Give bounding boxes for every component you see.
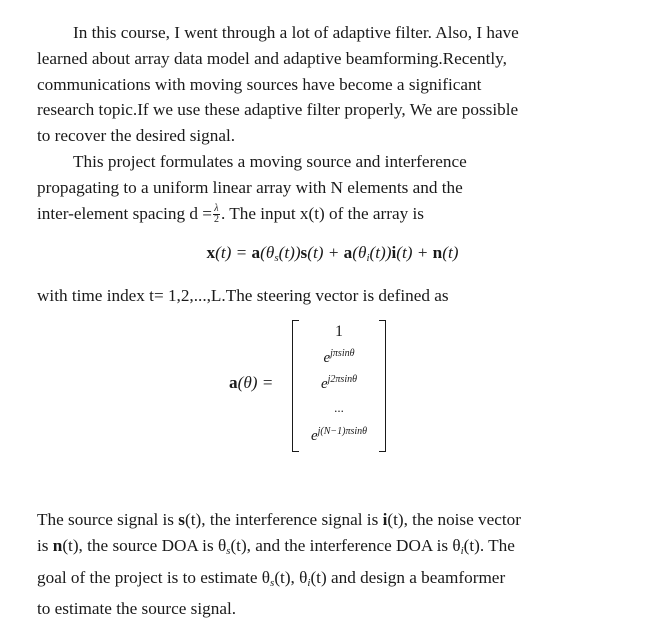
math-subscript: s [226, 544, 231, 557]
steering-vector-lhs [229, 373, 273, 393]
text-fragment: inter-element spacing d = [37, 203, 212, 223]
math-text: (t)) [278, 243, 301, 262]
steering-vector-equation [229, 320, 399, 452]
text-line: In this course, I went through a lot of adaptive filter. Also, I have [73, 23, 519, 42]
spacing-fraction [213, 204, 220, 225]
paragraph-formulation [37, 149, 597, 226]
math-text: (t) + [396, 243, 433, 262]
matrix-entry [295, 426, 383, 445]
math-symbol: i [391, 243, 397, 262]
math-text: (t) = [215, 243, 252, 262]
math-subscript: i [366, 252, 370, 264]
text-line: communications with moving sources have become a significant [37, 74, 482, 94]
math-symbol: i [382, 510, 388, 529]
math-symbol: s [300, 243, 308, 262]
text-line: propagating to a uniform linear array with N elements and the [37, 177, 463, 197]
math-text: (t) [442, 243, 459, 262]
math-text: (t)) [369, 243, 392, 262]
text-fragment: . The input x(t) of the array is [220, 203, 424, 223]
text-line: This project formulates a moving source and interference [73, 152, 467, 171]
entry-exponent: jπsinθ [330, 348, 355, 359]
entry-base: 1 [335, 323, 343, 340]
math-symbol: n [432, 243, 443, 262]
text-fragment: The source signal is [37, 510, 179, 529]
text-fragment: (t). The [463, 535, 515, 555]
matrix-entry [295, 400, 383, 416]
math-symbol: a [251, 243, 261, 262]
math-text: (t) + [307, 243, 344, 262]
math-symbol: s [178, 510, 185, 529]
entry-exponent: j2πsinθ [327, 374, 358, 385]
text-line [37, 507, 597, 533]
math-symbol: a [229, 373, 238, 392]
math-text: (θ [260, 243, 275, 262]
text-fragment: (t) and design a beamformer [310, 567, 506, 587]
matrix-entry [295, 374, 383, 393]
text-line: to estimate the source signal. [37, 599, 237, 619]
text-fragment: (t), θ [274, 567, 308, 587]
paragraph-intro [37, 20, 597, 149]
entry-base: e [323, 350, 331, 366]
entry-base: ... [334, 400, 344, 415]
math-subscript: s [274, 252, 279, 264]
math-subscript: s [270, 576, 275, 589]
fraction-denominator: 2 [213, 214, 219, 226]
text-fragment: (t), the source DOA is θ [62, 535, 227, 555]
paragraph-goal [37, 507, 597, 622]
math-symbol: a [343, 243, 353, 262]
math-subscript: i [307, 576, 311, 589]
text-fragment: (t), and the interference DOA is θ [230, 535, 461, 555]
text-line: to recover the desired signal. [37, 126, 236, 146]
input-equation [0, 243, 665, 264]
matrix-entry [295, 348, 383, 367]
text-fragment: (t), the interference signal is [185, 510, 383, 529]
paragraph-time-index [37, 283, 597, 309]
entry-base: e [320, 376, 328, 392]
text-line: with time index t= 1,2,...,L.The steering vector is defined as [37, 286, 449, 305]
text-line: learned about array data model and adaptive beamforming.Recently, [37, 48, 507, 68]
text-line [37, 201, 597, 227]
math-text: (θ) = [237, 373, 274, 392]
math-text: (θ [352, 243, 367, 262]
text-line: research topic.If we use these adaptive filter properly, We are possible [37, 100, 519, 120]
text-line [37, 533, 597, 565]
math-symbol: n [52, 535, 63, 555]
text-fragment: (t), the noise vector [387, 510, 521, 529]
text-fragment: goal of the project is to estimate θ [37, 567, 271, 587]
fraction-numerator: λ [214, 203, 219, 215]
entry-base: e [310, 428, 318, 444]
math-symbol: x [206, 243, 216, 262]
math-subscript: i [460, 544, 464, 557]
text-line [37, 565, 597, 597]
entry-exponent: j(N−1)πsinθ [317, 426, 368, 437]
matrix-entry [295, 323, 383, 341]
text-fragment: is [37, 535, 53, 555]
